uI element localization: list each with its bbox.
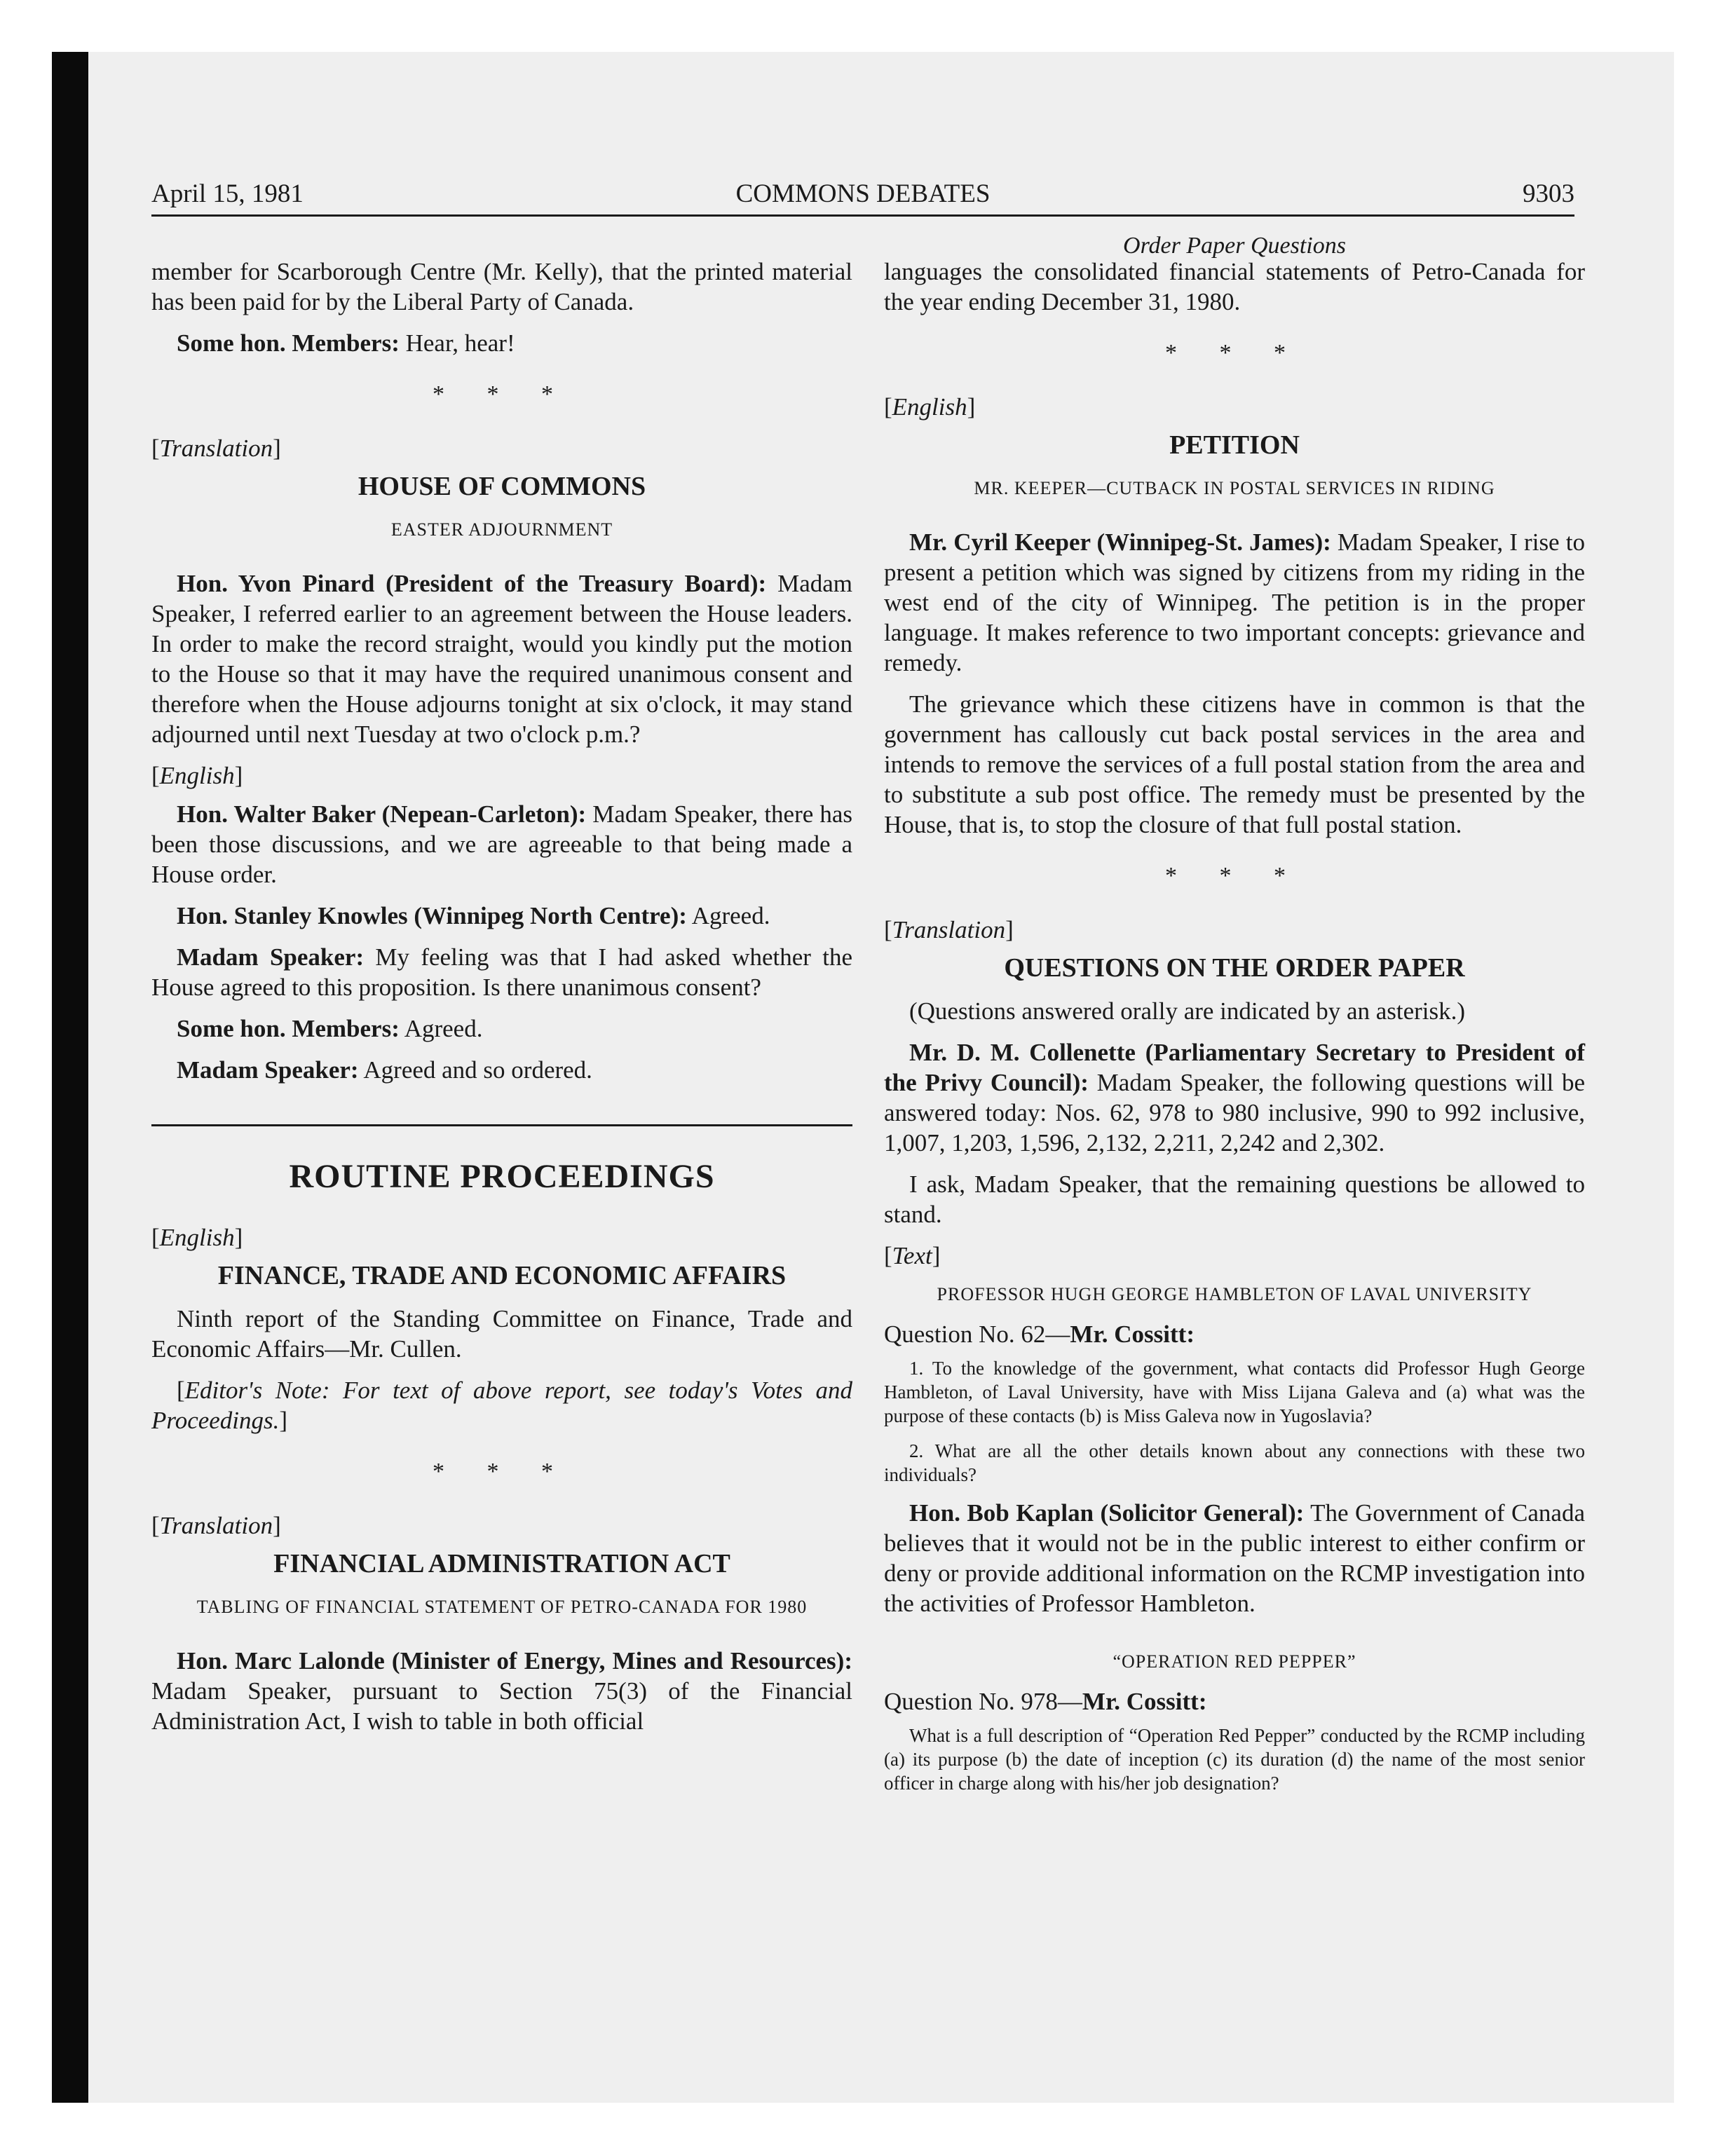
speech: Hear, hear! <box>399 329 515 357</box>
paragraph: languages the consolidated financial statements of Petro-Canada for the year ending December 31, 1980. <box>884 258 1585 315</box>
speaker: Mr. Cyril Keeper (Winnipeg-St. James): <box>909 528 1331 556</box>
page-header <box>151 178 1574 217</box>
paragraph <box>151 1014 852 1044</box>
speech: Agreed. <box>399 1015 483 1042</box>
section-heading: HOUSE OF COMMONS <box>358 472 646 501</box>
language-tag: [English] <box>151 762 243 789</box>
speech: Agreed. <box>686 902 770 929</box>
question-heading: Question No. 978—Mr. Cossitt: <box>884 1688 1207 1715</box>
editors-note: [Editor's Note: For text of above report, see today's Votes and Proceedings.] <box>151 1377 852 1434</box>
paragraph <box>151 1055 852 1085</box>
section-separator: * * * <box>433 381 571 407</box>
speech: Madam Speaker, the following questions will be answered today: Nos. 62, 978 to 980 inclusive, 990 to 992 inclusive, 1,007, 1,203, 1,596, 2,132, 2,211, 2,242 and 2,302. <box>884 1069 1586 1157</box>
speaker: Hon. Walter Baker (Nepean-Carleton): <box>177 800 587 828</box>
section-heading: PETITION <box>1169 430 1300 460</box>
subheading: EASTER ADJOURNMENT <box>390 519 613 540</box>
speaker: Some hon. Members: <box>177 1015 400 1042</box>
paragraph <box>151 1646 852 1736</box>
section-heading: FINANCE, TRADE AND ECONOMIC AFFAIRS <box>217 1261 787 1290</box>
subheading: PROFESSOR HUGH GEORGE HAMBLETON OF LAVAL UNIVERSITY <box>937 1284 1532 1304</box>
header-title: COMMONS DEBATES <box>735 179 991 208</box>
paragraph: The grievance which these citizens have in common is that the government has callously cut back postal services in the area and intends to remove the services of a full postal station from the area and to substitute a sub post office. The remedy must be presented by the House, that is, to stop the closure of that full postal station. <box>884 690 1585 838</box>
language-tag: [English] <box>884 393 976 421</box>
paragraph <box>151 901 852 931</box>
question-text: 2. What are all the other details known about any connections with these two individuals? <box>884 1440 1585 1485</box>
question-text: 1. To the knowledge of the government, what contacts did Professor Hugh George Hambleton, of Laval University, have with Miss Lijana Galeva and (a) what was the purpose of these contacts (b) is Miss Galeva now in Yugoslavia? <box>884 1358 1585 1426</box>
language-tag: [Translation] <box>151 435 281 462</box>
paragraph <box>884 1498 1585 1618</box>
question-heading: Question No. 62—Mr. Cossitt: <box>884 1321 1195 1348</box>
language-tag: [Text] <box>884 1242 941 1269</box>
right-column <box>884 257 1585 1806</box>
scan-border <box>52 52 88 2103</box>
paragraph <box>884 527 1585 678</box>
speech: Madam Speaker, I rise to present a petition which was signed by citizens from my riding in the west end of the city of Winnipeg. The petition is in the proper language. It makes reference to two important concepts: grievance and remedy. <box>884 528 1585 676</box>
speech: Madam Speaker, there has been those discussions, and we are agreeable to that being made a House order. <box>151 800 852 888</box>
language-tag: [English] <box>151 1224 243 1251</box>
speech: Madam Speaker, pursuant to Section 75(3) of the Financial Administration Act, I wish to table in both official <box>151 1677 852 1735</box>
paragraph: (Questions answered orally are indicated by an asterisk.) <box>909 997 1466 1025</box>
subheading: MR. KEEPER—CUTBACK IN POSTAL SERVICES IN RIDING <box>974 478 1495 498</box>
speech: My feeling was that I had asked whether the House agreed to this proposition. Is there unanimous consent? <box>151 943 852 1001</box>
section-separator: * * * <box>433 1459 571 1485</box>
subheading: TABLING OF FINANCIAL STATEMENT OF PETRO-CANADA FOR 1980 <box>196 1597 808 1617</box>
speech: Agreed and so ordered. <box>358 1056 592 1084</box>
paragraph <box>884 1037 1585 1158</box>
paragraph: Ninth report of the Standing Committee on Finance, Trade and Economic Affairs—Mr. Cullen. <box>151 1305 852 1363</box>
language-tag: [Translation] <box>884 916 1014 943</box>
section-separator: * * * <box>1165 863 1304 889</box>
paragraph <box>151 799 852 889</box>
running-heading: Order Paper Questions <box>1123 233 1346 259</box>
speaker: Madam Speaker: <box>177 1056 359 1084</box>
speaker: Mr. D. M. Collenette (Parliamentary Secretary to President of the Privy Council): <box>884 1039 1585 1096</box>
section-heading: ROUTINE PROCEEDINGS <box>289 1158 715 1195</box>
speech: The Government of Canada believes that it would not be in the public interest to either confirm or deny or provide additional information on the RCMP investigation into the activities of Professor Hambleton. <box>884 1499 1585 1617</box>
paragraph <box>151 942 852 1002</box>
section-separator: * * * <box>1165 340 1304 366</box>
paragraph: I ask, Madam Speaker, that the remaining questions be allowed to stand. <box>884 1171 1585 1228</box>
speaker: Madam Speaker: <box>177 943 365 971</box>
speaker: Hon. Bob Kaplan (Solicitor General): <box>909 1499 1305 1527</box>
document-page <box>88 52 1674 2103</box>
header-date: April 15, 1981 <box>151 179 304 208</box>
divider <box>151 1124 852 1126</box>
speaker: Some hon. Members: <box>177 329 400 357</box>
language-tag: [Translation] <box>151 1512 281 1539</box>
section-heading: FINANCIAL ADMINISTRATION ACT <box>273 1549 730 1578</box>
subheading: “OPERATION RED PEPPER” <box>1113 1651 1356 1672</box>
section-heading: QUESTIONS ON THE ORDER PAPER <box>1004 953 1465 983</box>
question-text: What is a full description of “Operation Red Pepper” conducted by the RCMP including (a) its purpose (b) the date of inception (c) its duration (d) the name of the most senior officer in charge along with his/her job designation? <box>884 1725 1585 1794</box>
speaker: Hon. Marc Lalonde (Minister of Energy, Mines and Resources): <box>177 1647 852 1674</box>
paragraph <box>151 568 852 749</box>
left-column <box>151 257 852 1747</box>
paragraph <box>151 328 852 358</box>
speaker: Hon. Yvon Pinard (President of the Treasury Board): <box>177 570 767 597</box>
speech: Madam Speaker, I referred earlier to an agreement between the House leaders. In order to make the record straight, would you kindly put the motion to the House so that it may have the required unanimous consent and therefore when the House adjourns tonight at six o'clock, it may stand adjourned until next Tuesday at two o'clock p.m.? <box>151 570 852 748</box>
paragraph: member for Scarborough Centre (Mr. Kelly), that the printed material has been paid for by the Liberal Party of Canada. <box>151 258 852 315</box>
speaker: Hon. Stanley Knowles (Winnipeg North Centre): <box>177 902 687 929</box>
page-number: 9303 <box>1523 179 1574 208</box>
